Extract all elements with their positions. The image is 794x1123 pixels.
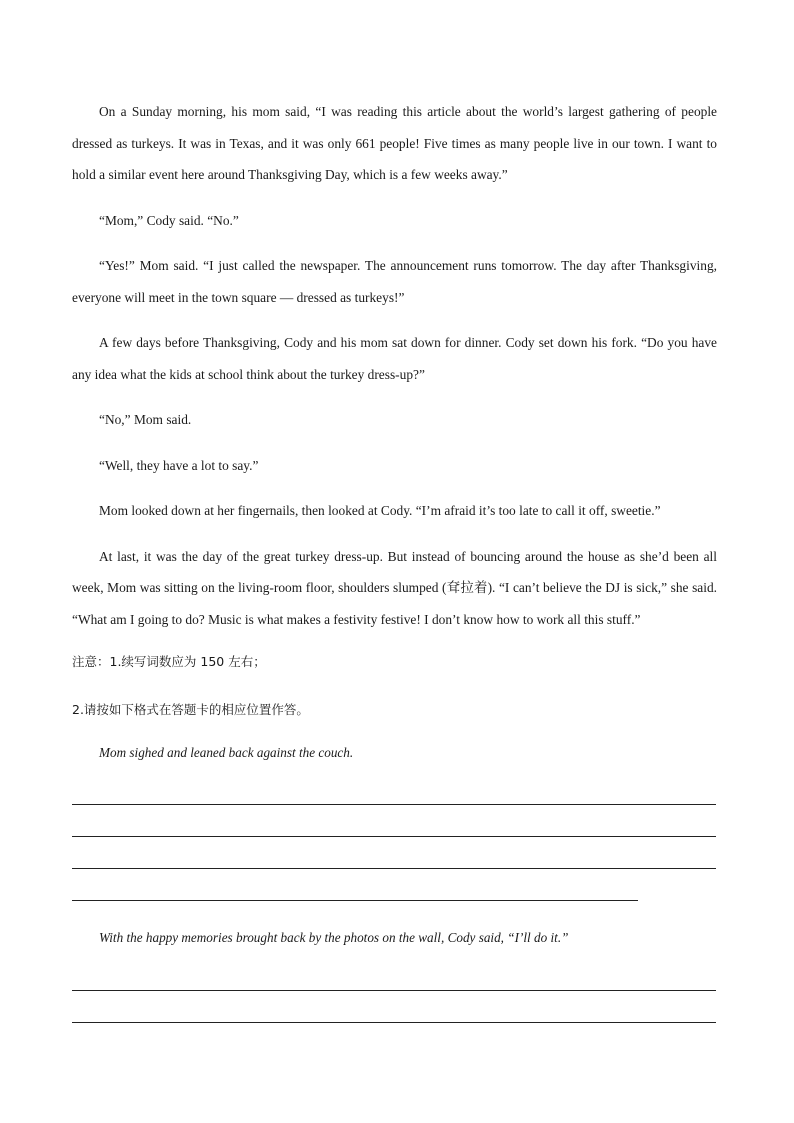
answer-line-1[interactable] — [72, 804, 716, 805]
story-paragraph-8: At last, it was the day of the great turkey dress-up. But instead of bouncing around the house as she’d been all week, Mom was sitting on the living-room floor, shoulders slumped (耷拉着). “I can’t believe the DJ is sick,” she said. “What am I going to do? Music is what makes a festivity festive! I don’t know how to work all this stuff.” — [72, 548, 717, 627]
story-paragraph-7: Mom looked down at her fingernails, then looked at Cody. “I’m afraid it’s too late to call it off, sweetie.” — [99, 503, 661, 518]
answer-line-6[interactable] — [72, 1022, 716, 1023]
story-paragraph-3: “Yes!” Mom said. “I just called the newspaper. The announcement runs tomorrow. The day after Thanksgiving, everyone will meet in the town square — dressed as turkeys!” — [72, 258, 717, 305]
instruction-note-1: 注意：1.续写词数应为 150 左右； — [72, 654, 266, 669]
continuation-prompt-1: Mom sighed and leaned back against the couch. — [99, 745, 354, 760]
answer-line-4[interactable] — [72, 900, 638, 901]
answer-line-3[interactable] — [72, 868, 716, 869]
instruction-note-2: 2.请按如下格式在答题卡的相应位置作答。 — [72, 702, 309, 717]
story-paragraph-4: A few days before Thanksgiving, Cody and his mom sat down for dinner. Cody set down his fork. “Do you have any idea what the kids at school think about the turkey dress-up?” — [72, 335, 717, 382]
story-paragraph-1: On a Sunday morning, his mom said, “I was reading this article about the world’s largest gathering of people dressed as turkeys. It was in Texas, and it was only 661 people! Five times as many people live in our town. I want to hold a similar event here around Thanksgiving Day, which is a few weeks away.” — [72, 104, 717, 182]
continuation-prompt-2: With the happy memories brought back by the photos on the wall, Cody said, “I’ll do it.” — [99, 930, 569, 945]
answer-line-2[interactable] — [72, 836, 716, 837]
story-paragraph-5: “No,” Mom said. — [99, 412, 192, 427]
answer-line-5[interactable] — [72, 990, 716, 991]
story-paragraph-2: “Mom,” Cody said. “No.” — [99, 212, 239, 228]
story-text — [72, 96, 717, 649]
story-paragraph-6: “Well, they have a lot to say.” — [99, 457, 259, 473]
